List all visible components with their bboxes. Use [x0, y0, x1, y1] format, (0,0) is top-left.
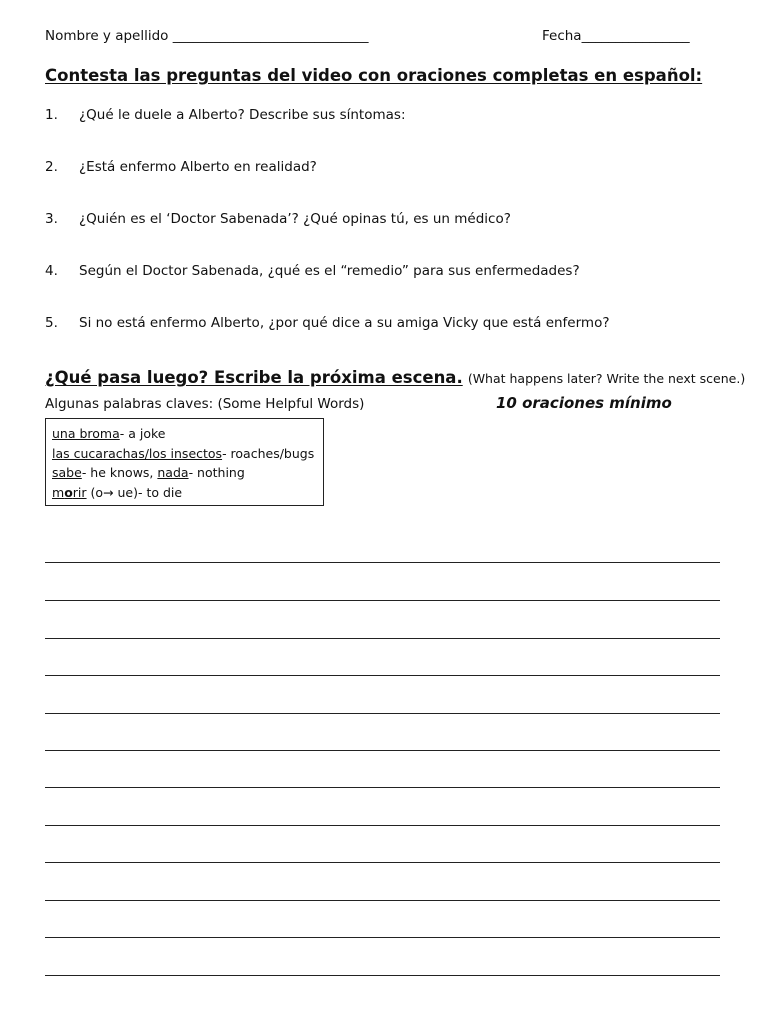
- question-text: Según el Doctor Sabenada, ¿qué es el “remedio” para sus enfermedades?: [79, 263, 580, 279]
- question-3: [45, 211, 511, 227]
- vocab-meaning: - roaches/bugs: [222, 445, 315, 461]
- question-number: 3.: [45, 211, 58, 227]
- writing-line[interactable]: [45, 675, 720, 676]
- writing-line[interactable]: [45, 825, 720, 826]
- writing-line[interactable]: [45, 862, 720, 863]
- question-text: ¿Está enfermo Alberto en realidad?: [79, 159, 317, 175]
- writing-line[interactable]: [45, 900, 720, 901]
- vocab-term-stem-vowel: o: [64, 484, 73, 500]
- vocab-term: una broma: [52, 426, 120, 441]
- question-1: [45, 107, 406, 123]
- vocab-term: sabe: [52, 465, 82, 480]
- question-number: 2.: [45, 159, 58, 175]
- vocab-meaning: (o→ ue)- to die: [86, 484, 183, 500]
- writing-line[interactable]: [45, 562, 720, 563]
- vocab-meaning-2: - nothing: [188, 465, 245, 480]
- writing-line[interactable]: [45, 750, 720, 751]
- scene-heading: [45, 368, 745, 387]
- vocab-item: [52, 463, 317, 483]
- question-4: [45, 263, 580, 279]
- question-number: 1.: [45, 107, 58, 123]
- vocabulary-box: [45, 418, 324, 506]
- question-5: [45, 315, 610, 331]
- vocab-meaning: - he knows,: [81, 465, 158, 480]
- vocab-term-suffix: rir: [72, 484, 87, 500]
- writing-line[interactable]: [45, 937, 720, 938]
- writing-line[interactable]: [45, 638, 720, 639]
- keywords-label: Algunas palabras claves: (Some Helpful Words): [45, 396, 365, 412]
- question-2: [45, 159, 317, 175]
- question-text: ¿Qué le duele a Alberto? Describe sus síntomas:: [79, 107, 406, 123]
- question-text: ¿Quién es el ‘Doctor Sabenada’? ¿Qué opinas tú, es un médico?: [79, 211, 511, 227]
- writing-line[interactable]: [45, 713, 720, 714]
- question-number: 5.: [45, 315, 58, 331]
- writing-line[interactable]: [45, 975, 720, 976]
- vocab-item: [52, 444, 317, 464]
- vocab-meaning: - a joke: [119, 426, 166, 441]
- instructions-title: Contesta las preguntas del video con oraciones completas en español:: [45, 66, 703, 85]
- scene-title: ¿Qué pasa luego? Escribe la próxima escena.: [45, 368, 463, 387]
- date-field-label: Fecha________________: [542, 28, 690, 44]
- name-field-label: Nombre y apellido _____________________________: [45, 28, 369, 44]
- vocab-term-prefix: m: [52, 484, 65, 500]
- question-number: 4.: [45, 263, 58, 279]
- minimum-sentences-note: 10 oraciones mínimo: [496, 394, 672, 412]
- vocab-term: las cucarachas/los insectos: [52, 445, 223, 461]
- writing-line[interactable]: [45, 787, 720, 788]
- vocab-item: [52, 424, 317, 444]
- question-text: Si no está enfermo Alberto, ¿por qué dice a su amiga Vicky que está enfermo?: [79, 315, 610, 331]
- vocab-item: [52, 483, 317, 503]
- writing-line[interactable]: [45, 600, 720, 601]
- vocab-term-2: nada: [157, 465, 189, 480]
- vocab-term: [52, 485, 87, 500]
- scene-title-translation: (What happens later? Write the next scene.): [467, 371, 746, 386]
